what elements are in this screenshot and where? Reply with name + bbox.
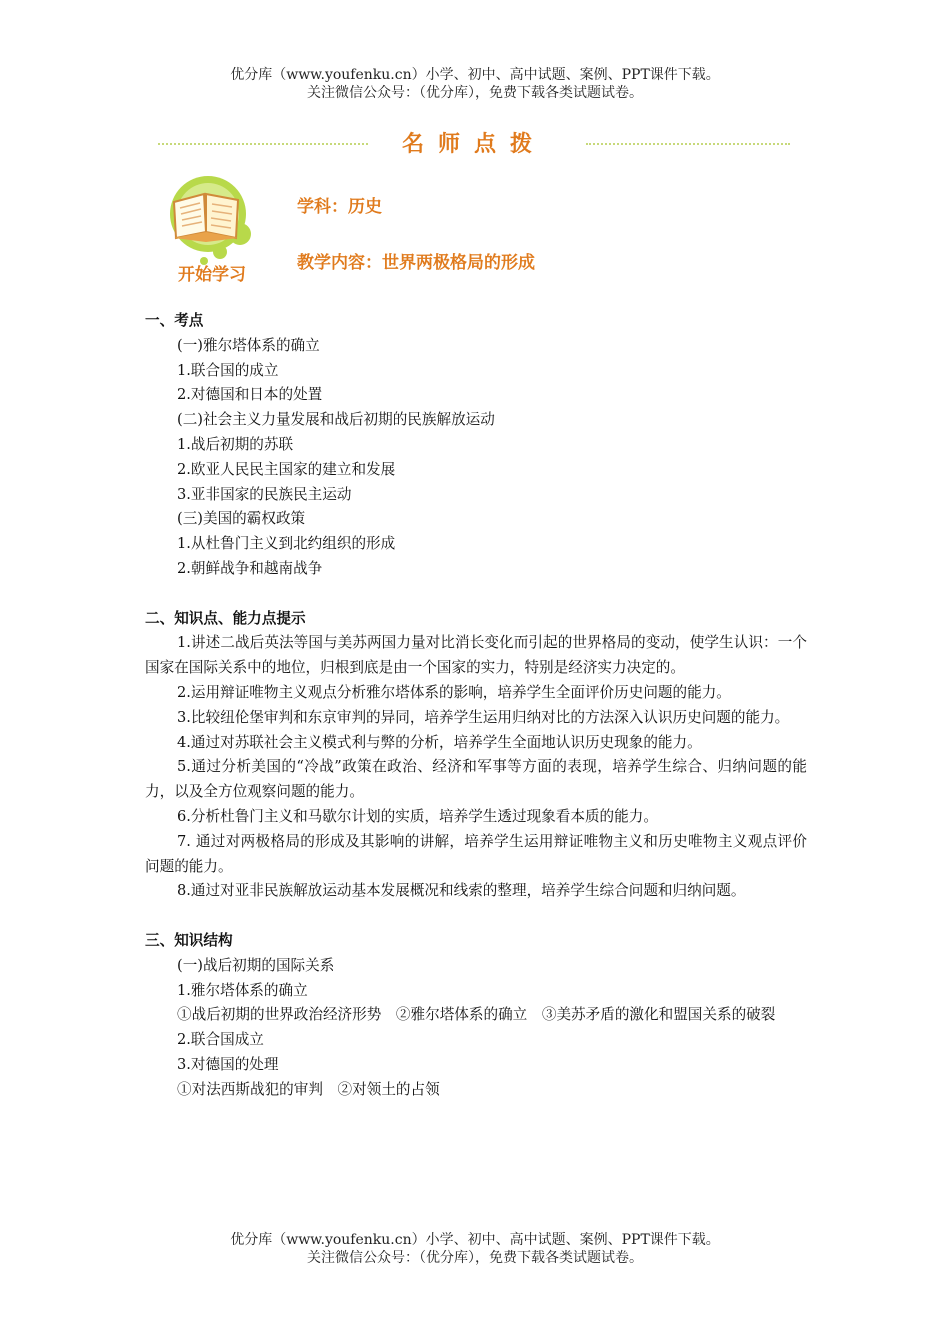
ability-point-paragraph: 6.分析杜鲁门主义和马歇尔计划的实质，培养学生透过现象看本质的能力。 <box>177 807 658 825</box>
page-footer <box>0 1231 950 1267</box>
ability-point-paragraph: 1.讲述二战后英法等国与美苏两国力量对比消长变化而引起的世界格局的变动，使学生认识：一个国家在国际关系中的地位，归根到底是由一个国家的实力，特别是经济实力决定的。 <box>145 634 807 677</box>
header-line-1: 优分库（www.youfenku.cn）小学、初中、高中试题、案例、PPT课件下载。 <box>230 67 720 83</box>
structure-line: (一)战后初期的国际关系 <box>177 956 335 974</box>
structure-line: 1.雅尔塔体系的确立 <box>177 981 308 999</box>
footer-line-1: 优分库（www.youfenku.cn）小学、初中、高中试题、案例、PPT课件下载。 <box>230 1232 720 1248</box>
logo-caption: 开始学习 <box>178 265 246 285</box>
structure-line: 2.联合国成立 <box>177 1031 264 1049</box>
exam-point-item: 3.亚非国家的民族民主运动 <box>177 485 352 503</box>
document-body <box>145 309 807 1103</box>
structure-line: 3.对德国的处理 <box>177 1055 279 1073</box>
ability-point-paragraph: 5.通过分析美国的“冷战”政策在政治、经济和军事等方面的表现，培养学生综合、归纳问题的能力，以及全方位观察问题的能力。 <box>145 758 807 801</box>
exam-point-item: (一)雅尔塔体系的确立 <box>177 336 320 354</box>
exam-point-item: 1.联合国的成立 <box>177 361 279 379</box>
exam-point-item: 2.欧亚人民民主国家的建立和发展 <box>177 460 396 478</box>
ability-point-paragraph: 2.运用辩证唯物主义观点分析雅尔塔体系的影响，培养学生全面评价历史问题的能力。 <box>177 683 731 701</box>
teaching-content-label: 教学内容：世界两极格局的形成 <box>297 253 535 273</box>
exam-point-item: (二)社会主义力量发展和战后初期的民族解放运动 <box>177 411 495 429</box>
exam-point-item: 2.朝鲜战争和越南战争 <box>177 559 323 577</box>
exam-point-item: 1.战后初期的苏联 <box>177 435 294 453</box>
ability-point-paragraph: 3.比较纽伦堡审判和东京审判的异同，培养学生运用归纳对比的方法深入认识历史问题的能力。 <box>177 708 790 726</box>
exam-point-item: 2.对德国和日本的处置 <box>177 386 323 404</box>
section-2-title: 二、知识点、能力点提示 <box>145 609 306 627</box>
subject-label: 学科：历史 <box>297 197 382 217</box>
section-1-title: 一、考点 <box>145 312 204 329</box>
ability-point-paragraph: 8.通过对亚非民族解放运动基本发展概况和线索的整理，培养学生综合问题和归纳问题。 <box>177 882 746 900</box>
exam-point-item: (三)美国的霸权政策 <box>177 510 306 528</box>
ability-point-paragraph: 4.通过对苏联社会主义模式利与弊的分析，培养学生全面地认识历史现象的能力。 <box>177 733 702 751</box>
banner-title: 名师点拨 <box>401 131 546 157</box>
structure-line: ①对法西斯战犯的审判 ②对领土的占领 <box>177 1080 440 1098</box>
open-book-icon <box>160 172 264 288</box>
footer-line-2: 关注微信公众号：（优分库），免费下载各类试题试卷。 <box>307 1250 643 1266</box>
header-line-2: 关注微信公众号：（优分库），免费下载各类试题试卷。 <box>307 85 643 101</box>
ability-point-paragraph: 7. 通过对两极格局的形成及其影响的讲解，培养学生运用辩证唯物主义和历史唯物主义观点评价问题的能力。 <box>145 832 807 875</box>
structure-line: ①战后初期的世界政治经济形势 ②雅尔塔体系的确立 ③美苏矛盾的激化和盟国关系的破裂 <box>177 1006 776 1024</box>
section-banner <box>158 130 790 160</box>
start-learning-logo <box>160 172 264 288</box>
section-3-title: 三、知识结构 <box>145 931 233 949</box>
exam-point-item: 1.从杜鲁门主义到北约组织的形成 <box>177 535 396 553</box>
page-header <box>0 66 950 102</box>
